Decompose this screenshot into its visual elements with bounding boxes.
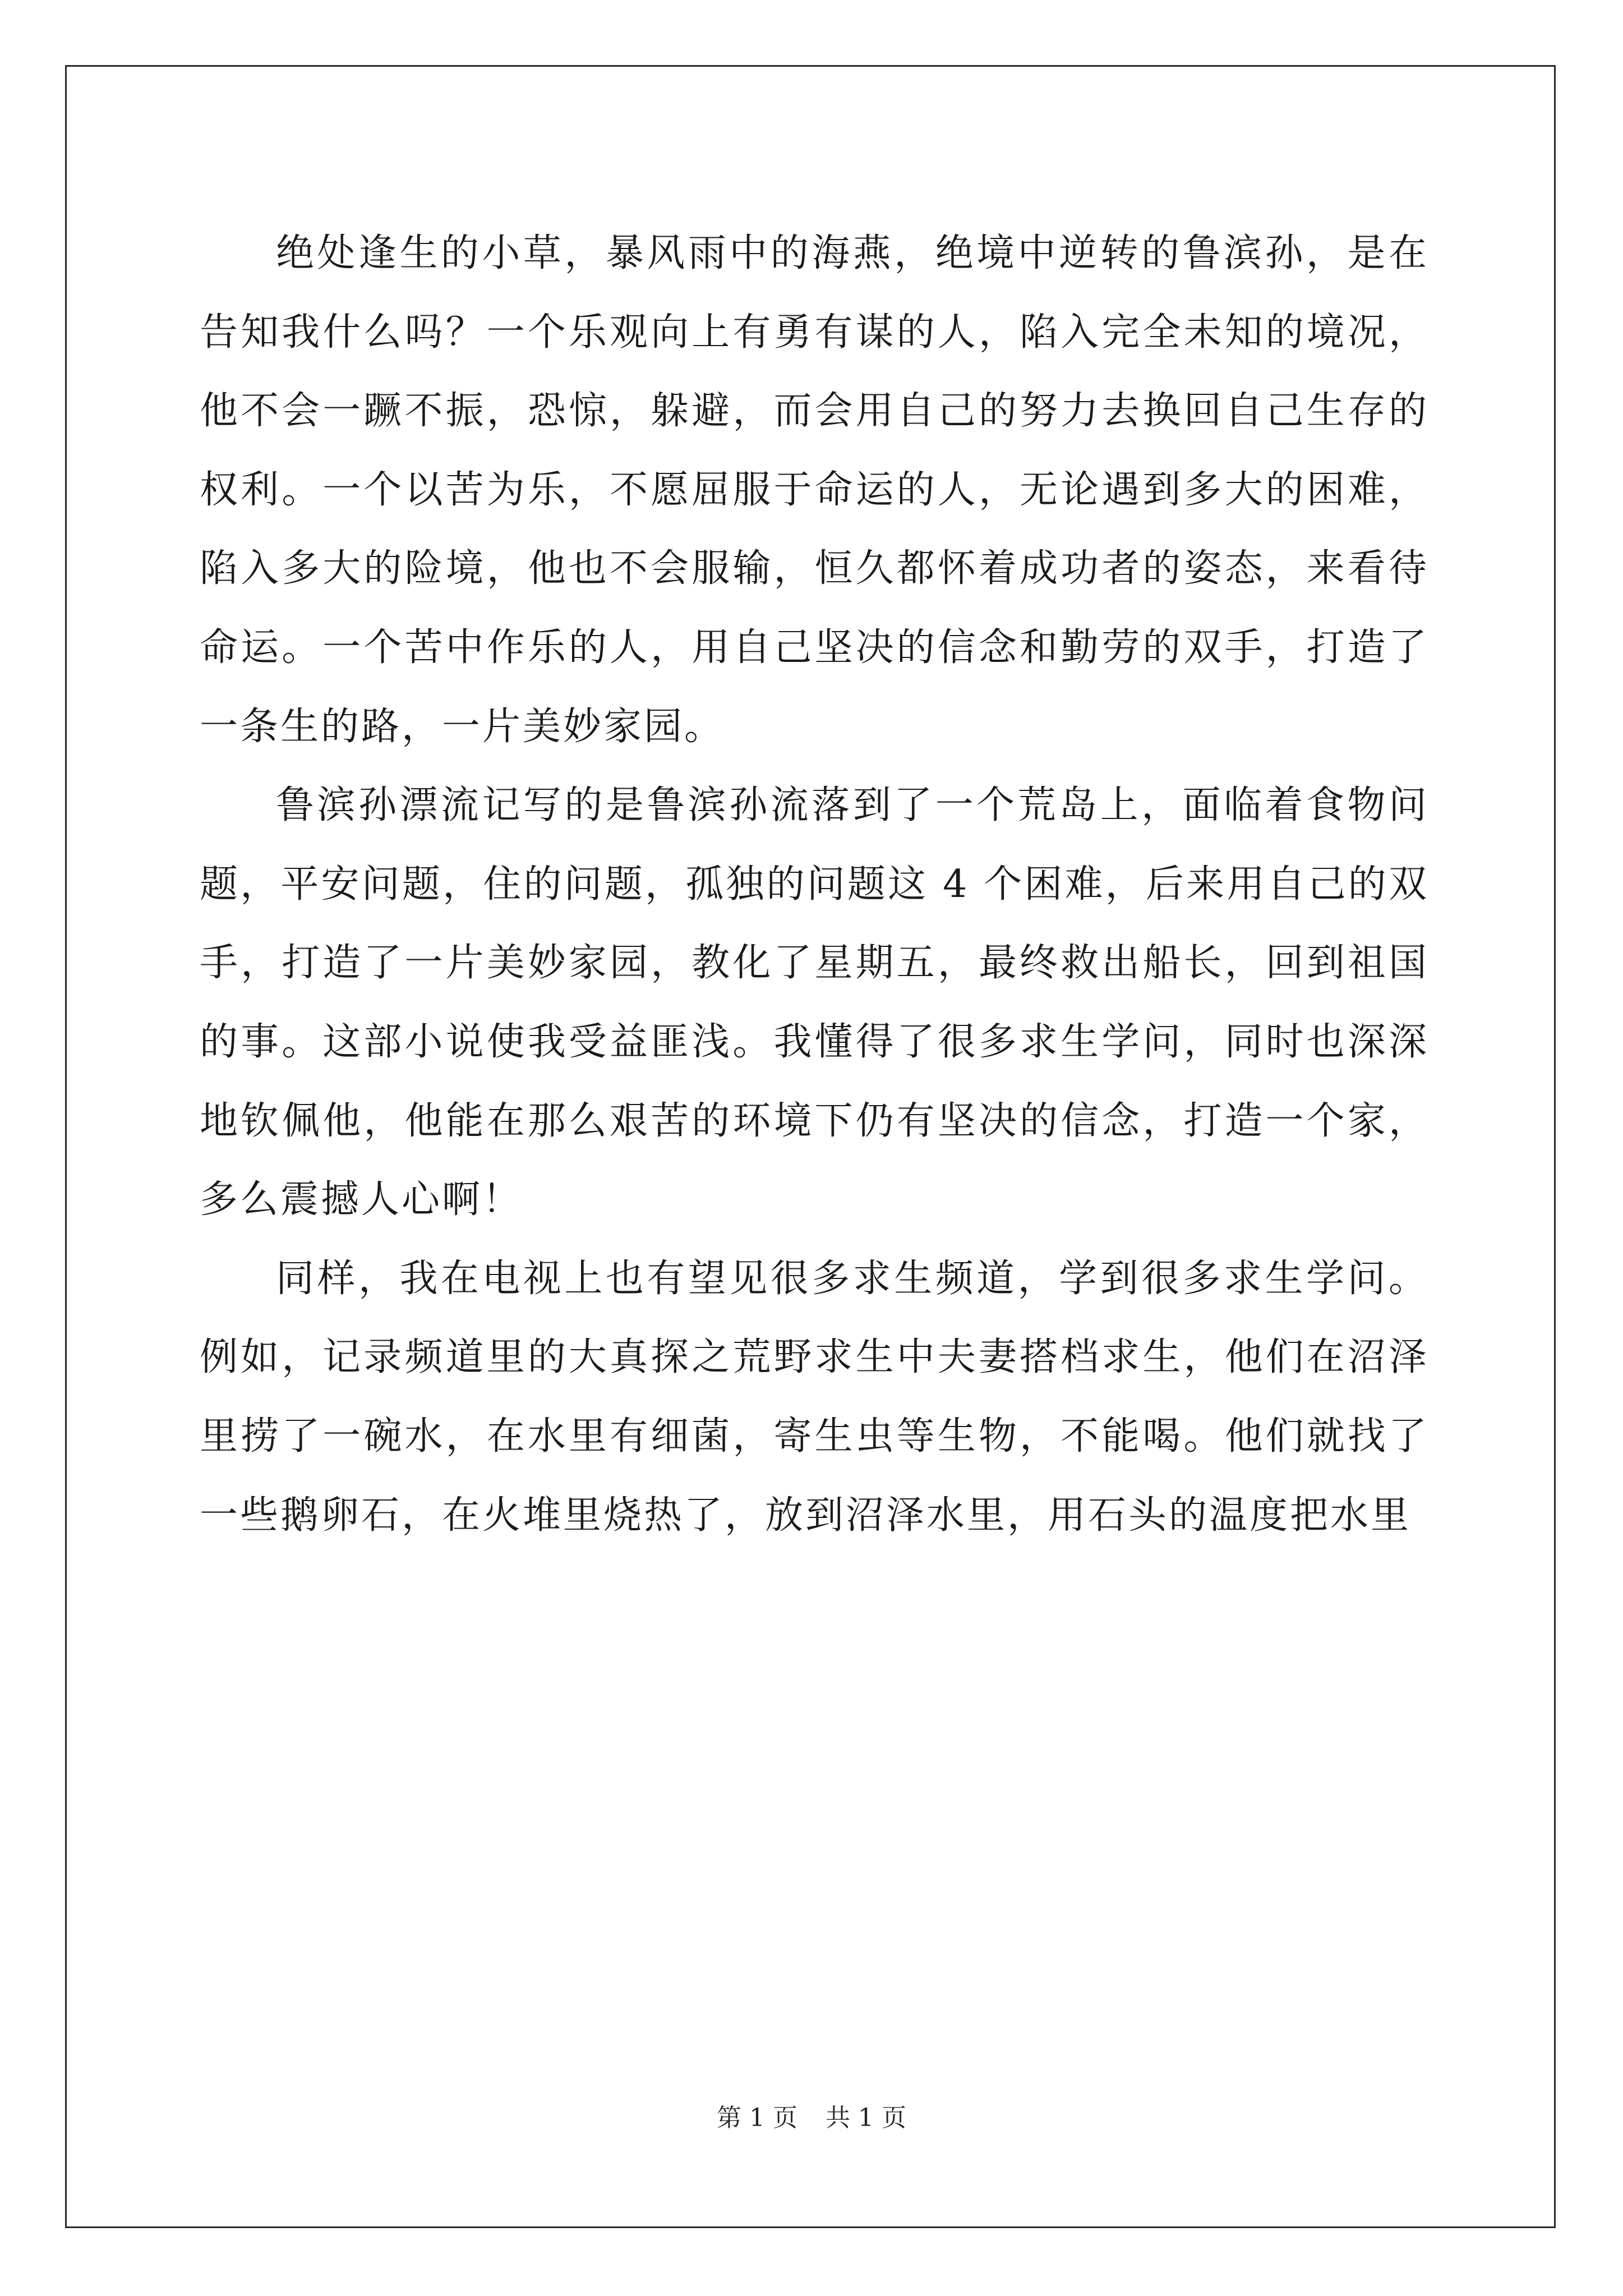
document-body: [200, 214, 1429, 1555]
paragraph: 绝处逢生的小草，暴风雨中的海燕，绝境中逆转的鲁滨孙，是在告知我什么吗？一个乐观向上有勇有谋的人，陷入完全未知的境况，他不会一蹶不振，恐惊，躲避，而会用自己的努力去换回自己生存的权利。一个以苦为乐，不愿屈服于命运的人，无论遇到多大的困难，陷入多大的险境，他也不会服输，恒久都怀着成功者的姿态，来看待命运。一个苦中作乐的人，用自己坚决的信念和勤劳的双手，打造了一条生的路，一片美妙家园。: [200, 231, 1429, 749]
paragraph: 同样，我在电视上也有望见很多求生频道，学到很多求生学问。例如，记录频道里的大真探之荒野求生中夫妻搭档求生，他们在沼泽里捞了一碗水，在水里有细菌，寄生虫等生物，不能喝。他们就找了一些鹅卵石，在火堆里烧热了，放到沼泽水里，用石头的温度把水里: [200, 1256, 1429, 1538]
paragraph: 鲁滨孙漂流记写的是鲁滨孙流落到了一个荒岛上，面临着食物问题，平安问题，住的问题，孤独的问题这 4 个困难，后来用自己的双手，打造了一片美妙家园，教化了星期五，最终救出船长，回到祖国的事。这部小说使我受益匪浅。我懂得了很多求生学问，同时也深深地钦佩他，他能在那么艰苦的环境下仍有坚决的信念，打造一个家，多么震撼人心啊！: [200, 783, 1429, 1222]
page-number: 第 1 页: [717, 2104, 797, 2132]
page-count: 共 1 页: [826, 2104, 906, 2132]
page-footer: [0, 2102, 1623, 2134]
